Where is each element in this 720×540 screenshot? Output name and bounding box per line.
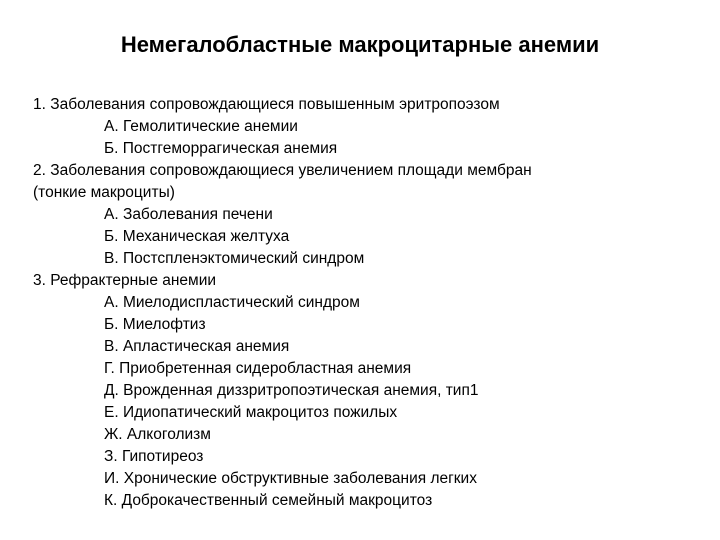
- list-item: 1. Заболевания сопровождающиеся повышенным эритропоэзом: [33, 96, 500, 113]
- list-item: Г. Приобретенная сидеробластная анемия: [104, 360, 412, 377]
- list-item: А. Гемолитические анемии: [104, 118, 298, 135]
- list-item: А. Заболевания печени: [104, 206, 273, 223]
- list-item: 3. Рефрактерные анемии: [33, 272, 217, 289]
- list-item: Ж. Алкоголизм: [104, 426, 211, 443]
- slide-title: Немегалобластные макроцитарные анемии: [120, 32, 600, 57]
- list-item: Б. Механическая желтуха: [104, 228, 290, 245]
- list-item: В. Апластическая анемия: [104, 338, 290, 355]
- list-item: Б. Миелофтиз: [104, 316, 206, 333]
- list-item: И. Хронические обструктивные заболевания легких: [104, 470, 477, 487]
- list-item: Б. Постгеморрагическая анемия: [104, 140, 338, 157]
- list-item: К. Доброкачественный семейный макроцитоз: [104, 492, 433, 509]
- list-item: В. Постспленэктомический синдром: [104, 250, 365, 267]
- list-item: Д. Врожденная диззритропоэтическая анемия, тип1: [104, 382, 479, 399]
- list-item: 2. Заболевания сопровождающиеся увеличением площади мембран: [33, 162, 532, 179]
- list-item: А. Миелодиспластический синдром: [104, 294, 360, 311]
- list-item: З. Гипотиреоз: [104, 448, 204, 465]
- list-item: (тонкие макроциты): [33, 184, 175, 201]
- classification-list: [33, 94, 693, 512]
- list-item: Е. Идиопатический макроцитоз пожилых: [104, 404, 398, 421]
